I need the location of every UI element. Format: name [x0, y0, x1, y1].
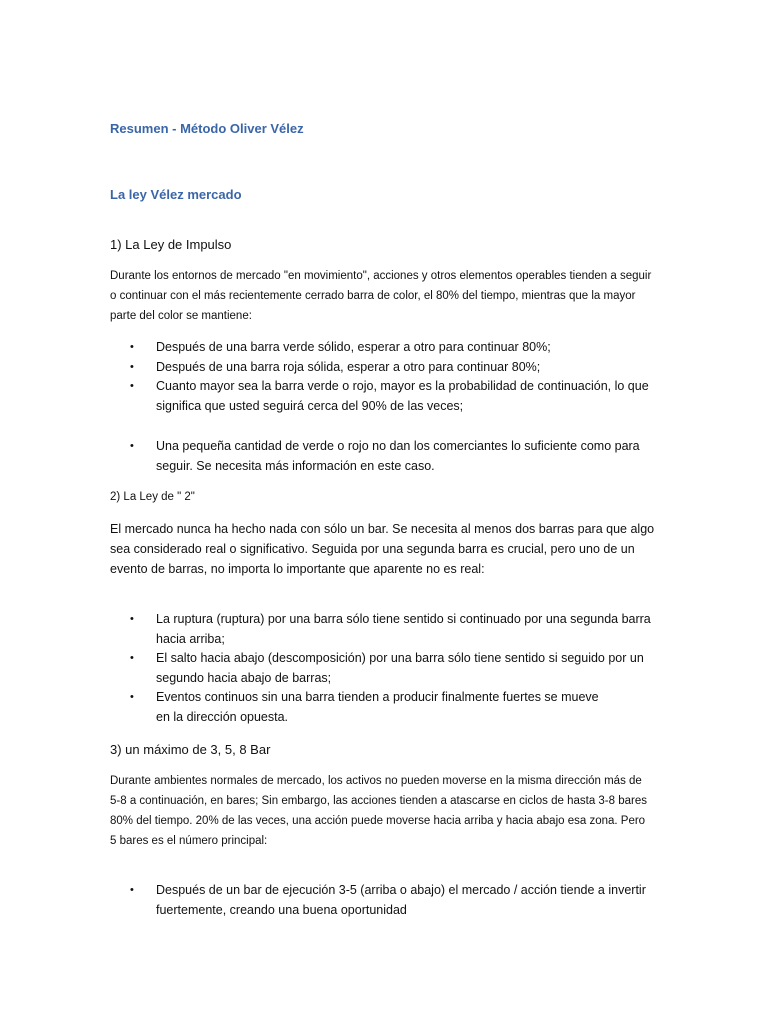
- bullet-icon: •: [130, 341, 134, 353]
- list-item-text: seguir. Se necesita más información en este caso.: [156, 458, 435, 473]
- list-item-text: Cuanto mayor sea la barra verde o rojo, mayor es la probabilidad de continuación, lo que: [156, 379, 649, 393]
- section-paragraph-maximo: [110, 771, 670, 851]
- list-item-text: hacia arriba;: [156, 631, 225, 646]
- paragraph-line: 5 bares es el número principal:: [110, 835, 268, 847]
- list-item: [110, 610, 670, 649]
- list-item: [110, 881, 670, 920]
- list-item: [110, 358, 670, 378]
- list-item-text: Eventos continuos sin una barra tienden a producir finalmente fuertes se mueve: [156, 690, 599, 704]
- bullet-list-ley-2: [110, 610, 670, 727]
- section-paragraph-impulso: [110, 266, 670, 326]
- paragraph-line: El mercado nunca ha hecho nada con sólo un bar. Se necesita al menos dos barras para que algo: [110, 522, 655, 536]
- section-heading-ley-2: 2) La Ley de " 2": [110, 491, 195, 503]
- section-heading-impulso: 1) La Ley de Impulso: [110, 237, 232, 252]
- bullet-icon: •: [130, 440, 134, 452]
- section-paragraph-ley-2: [110, 519, 670, 579]
- bullet-icon: •: [130, 613, 134, 625]
- list-item: [110, 377, 670, 416]
- list-item: [110, 437, 670, 476]
- bullet-icon: •: [130, 691, 134, 703]
- paragraph-line: o continuar con el más recientemente cerrado barra de color, el 80% del tiempo, mientras que la mayor: [110, 290, 636, 302]
- section-heading-maximo: 3) un máximo de 3, 5, 8 Bar: [110, 742, 271, 757]
- list-item-text: Una pequeña cantidad de verde o rojo no dan los comerciantes lo suficiente como para: [156, 439, 640, 453]
- list-item-text: La ruptura (ruptura) por una barra sólo tiene sentido si continuado por una segunda barra: [156, 612, 651, 626]
- list-item-text: segundo hacia abajo de barras;: [156, 670, 332, 685]
- paragraph-line: parte del color se mantiene:: [110, 310, 252, 322]
- bullet-icon: •: [130, 884, 134, 896]
- document-subtitle: La ley Vélez mercado: [110, 187, 242, 202]
- bullet-list-impulso-extra: [110, 437, 670, 476]
- paragraph-line: evento de barras, no importa lo importante que aparente no es real:: [110, 562, 485, 576]
- paragraph-line: Durante ambientes normales de mercado, los activos no pueden moverse en la misma dirección más de: [110, 775, 642, 787]
- bullet-icon: •: [130, 360, 134, 373]
- paragraph-line: Durante los entornos de mercado "en movimiento", acciones y otros elementos operables tienden a seguir: [110, 270, 652, 282]
- list-item: [110, 338, 670, 358]
- paragraph-line: 5-8 a continuación, en bares; Sin embargo, las acciones tienden a atascarse en ciclos de hasta 3-8 bares: [110, 795, 647, 807]
- paragraph-line: 80% del tiempo. 20% de las veces, una acción puede moverse hacia arriba y hacia abajo esa zona. Pero: [110, 815, 646, 827]
- list-item-text: Después de un bar de ejecución 3-5 (arriba o abajo) el mercado / acción tiende a invertir: [156, 883, 646, 897]
- list-item-text: significa que usted seguirá cerca del 90% de las veces;: [156, 398, 464, 413]
- bullet-icon: •: [130, 652, 134, 664]
- bullet-list-impulso: [110, 338, 670, 416]
- list-item: [110, 649, 670, 688]
- bullet-list-maximo: [110, 881, 670, 920]
- list-item-text: El salto hacia abajo (descomposición) por una barra sólo tiene sentido si seguido por un: [156, 651, 644, 665]
- document-title: Resumen - Método Oliver Vélez: [110, 121, 304, 136]
- list-item-text: Después de una barra verde sólido, esperar a otro para continuar 80%;: [156, 340, 551, 354]
- paragraph-line: sea considerado real o significativo. Seguida por una segunda barra es crucial, pero uno de un: [110, 542, 635, 556]
- list-item-text: Después de una barra roja sólida, esperar a otro para continuar 80%;: [156, 359, 541, 374]
- list-item-text: en la dirección opuesta.: [156, 709, 289, 724]
- bullet-icon: •: [130, 380, 134, 392]
- list-item: [110, 688, 670, 727]
- list-item-text: fuertemente, creando una buena oportunidad: [156, 902, 407, 917]
